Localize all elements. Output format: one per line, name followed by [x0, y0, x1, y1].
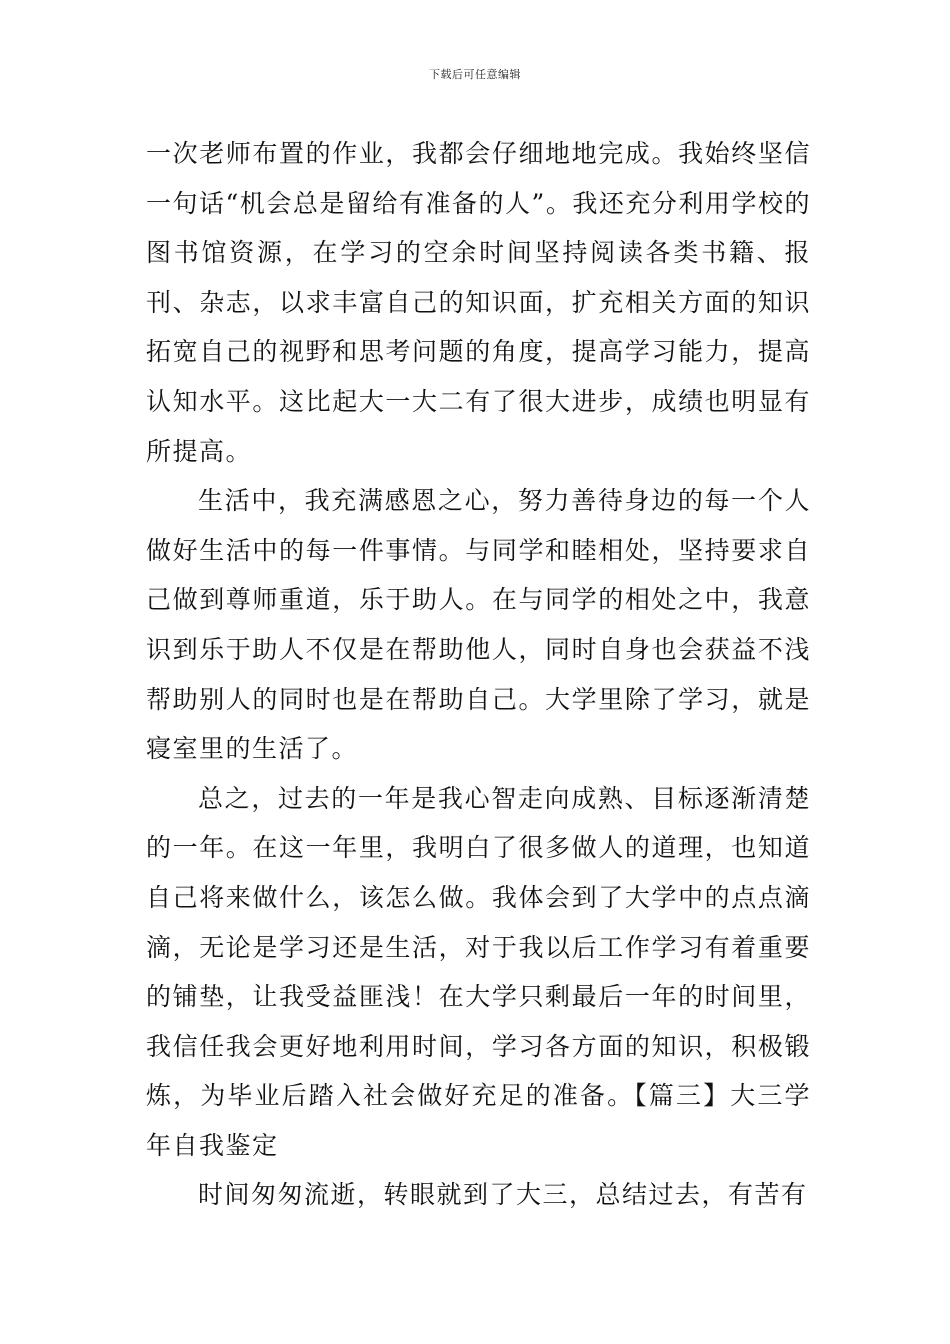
page-header-note: 下载后可任意编辑 [429, 68, 521, 81]
document-body [146, 129, 811, 1220]
paragraph-third-year: 时间匆匆流逝，转眼就到了大三，总结过去，有苦有 [198, 1180, 808, 1210]
paragraph-life: 生活中，我充满感恩之心，努力善待身边的每一个人做好生活中的每一件事情。与同学和睦相处，坚持要求自己做到尊师重道，乐于助人。在与同学的相处之中，我意识到乐于助人不仅是在帮助他人，同时自身也会获益不浅帮助别人的同时也是在帮助自己。大学里除了学习，就是寝室里的生活了。 [146, 486, 811, 764]
paragraph-continuation: 一次老师布置的作业，我都会仔细地地完成。我始终坚信一句话“机会总是留给有准备的人”。我还充分利用学校的图书馆资源，在学习的空余时间坚持阅读各类书籍、报刊、杂志，以求丰富自己的知识面，扩充相关方面的知识拓宽自己的视野和思考问题的角度，提高学习能力，提高认知水平。这比起大一大二有了很大进步，成绩也明显有所提高。 [146, 139, 811, 466]
paragraph-summary: 总之，过去的一年是我心智走向成熟、目标逐渐清楚的一年。在这一年里，我明白了很多做人的道理，也知道自己将来做什么，该怎么做。我体会到了大学中的点点滴滴，无论是学习还是生活，对于我以后工作学习有着重要的铺垫，让我受益匪浅！在大学只剩最后一年的时间里，我信任我会更好地利用时间，学习各方面的知识，积极锻炼，为毕业后踏入社会做好充足的准备。【篇三】大三学年自我鉴定 [146, 783, 811, 1160]
